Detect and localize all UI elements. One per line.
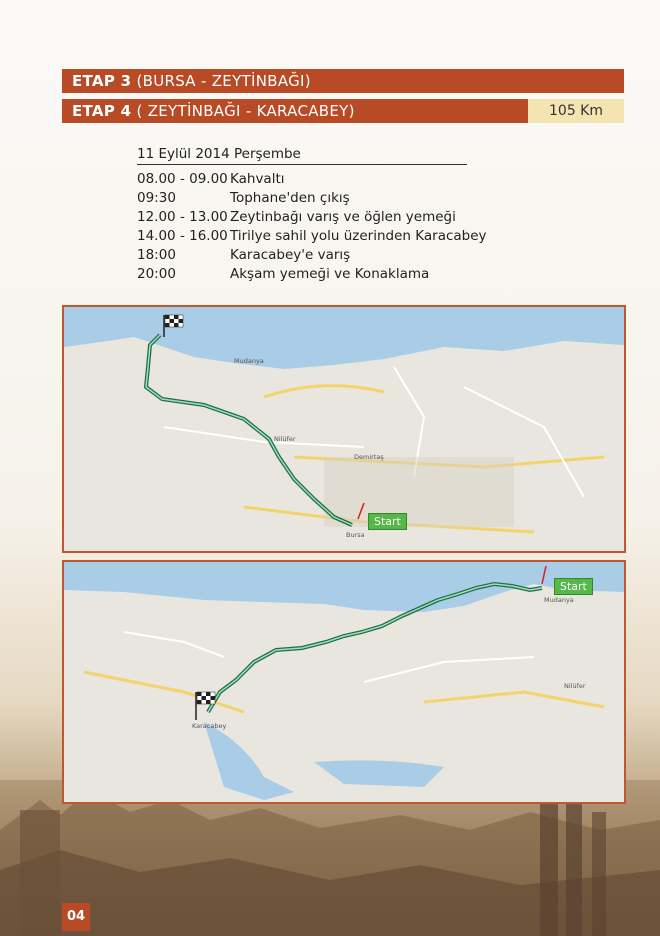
map-place-label: Nilüfer xyxy=(564,682,586,690)
map-place-label: Bursa xyxy=(346,531,365,539)
schedule-row xyxy=(137,189,487,208)
etap4-label: ETAP 4 xyxy=(72,102,132,120)
schedule-desc: Tophane'den çıkış xyxy=(230,190,350,206)
schedule-time: 08.00 - 09.00 xyxy=(137,171,228,187)
map-place-label: Mudanya xyxy=(544,596,574,604)
schedule-row xyxy=(137,246,487,265)
schedule-desc: Zeytinbağı varış ve öğlen yemeği xyxy=(230,209,456,225)
divider xyxy=(137,164,467,165)
etap3-label: ETAP 3 xyxy=(72,72,132,90)
map-place-label: Demirtaş xyxy=(354,453,384,461)
schedule-desc: Akşam yemeği ve Konaklama xyxy=(230,266,430,282)
schedule-row xyxy=(137,265,487,284)
schedule-desc: Tirilye sahil yolu üzerinden Karacabey xyxy=(230,228,487,244)
schedule-time: 14.00 - 16.00 xyxy=(137,228,228,244)
map-etap3-graphic xyxy=(64,307,624,551)
etap3-banner xyxy=(62,69,624,93)
schedule-row xyxy=(137,227,487,246)
schedule-date: 11 Eylül 2014 Perşembe xyxy=(137,146,301,162)
route-map-etap4 xyxy=(62,560,626,804)
start-badge: Start xyxy=(554,578,593,595)
map-place-label: Karacabey xyxy=(192,722,227,730)
schedule-time: 12.00 - 13.00 xyxy=(137,209,228,225)
schedule-desc: Karacabey'e varış xyxy=(230,247,351,263)
etap4-route: ( ZEYTİNBAĞI - KARACABEY) xyxy=(136,102,355,120)
schedule-list xyxy=(137,170,487,284)
map-place-label: Nilüfer xyxy=(274,435,296,443)
schedule-row xyxy=(137,208,487,227)
route-map-etap3 xyxy=(62,305,626,553)
schedule-row xyxy=(137,170,487,189)
schedule-desc: Kahvaltı xyxy=(230,171,285,187)
page-number: 04 xyxy=(62,903,90,931)
map-place-label: Mudanya xyxy=(234,357,264,365)
schedule-time: 20:00 xyxy=(137,266,176,282)
start-badge: Start xyxy=(368,513,407,530)
etap3-route: (BURSA - ZEYTİNBAĞI) xyxy=(136,72,311,90)
map-etap4-graphic xyxy=(64,562,624,802)
etap4-banner xyxy=(62,99,528,123)
schedule-time: 18:00 xyxy=(137,247,176,263)
etap4-distance: 105 Km xyxy=(528,99,624,123)
schedule-time: 09:30 xyxy=(137,190,176,206)
